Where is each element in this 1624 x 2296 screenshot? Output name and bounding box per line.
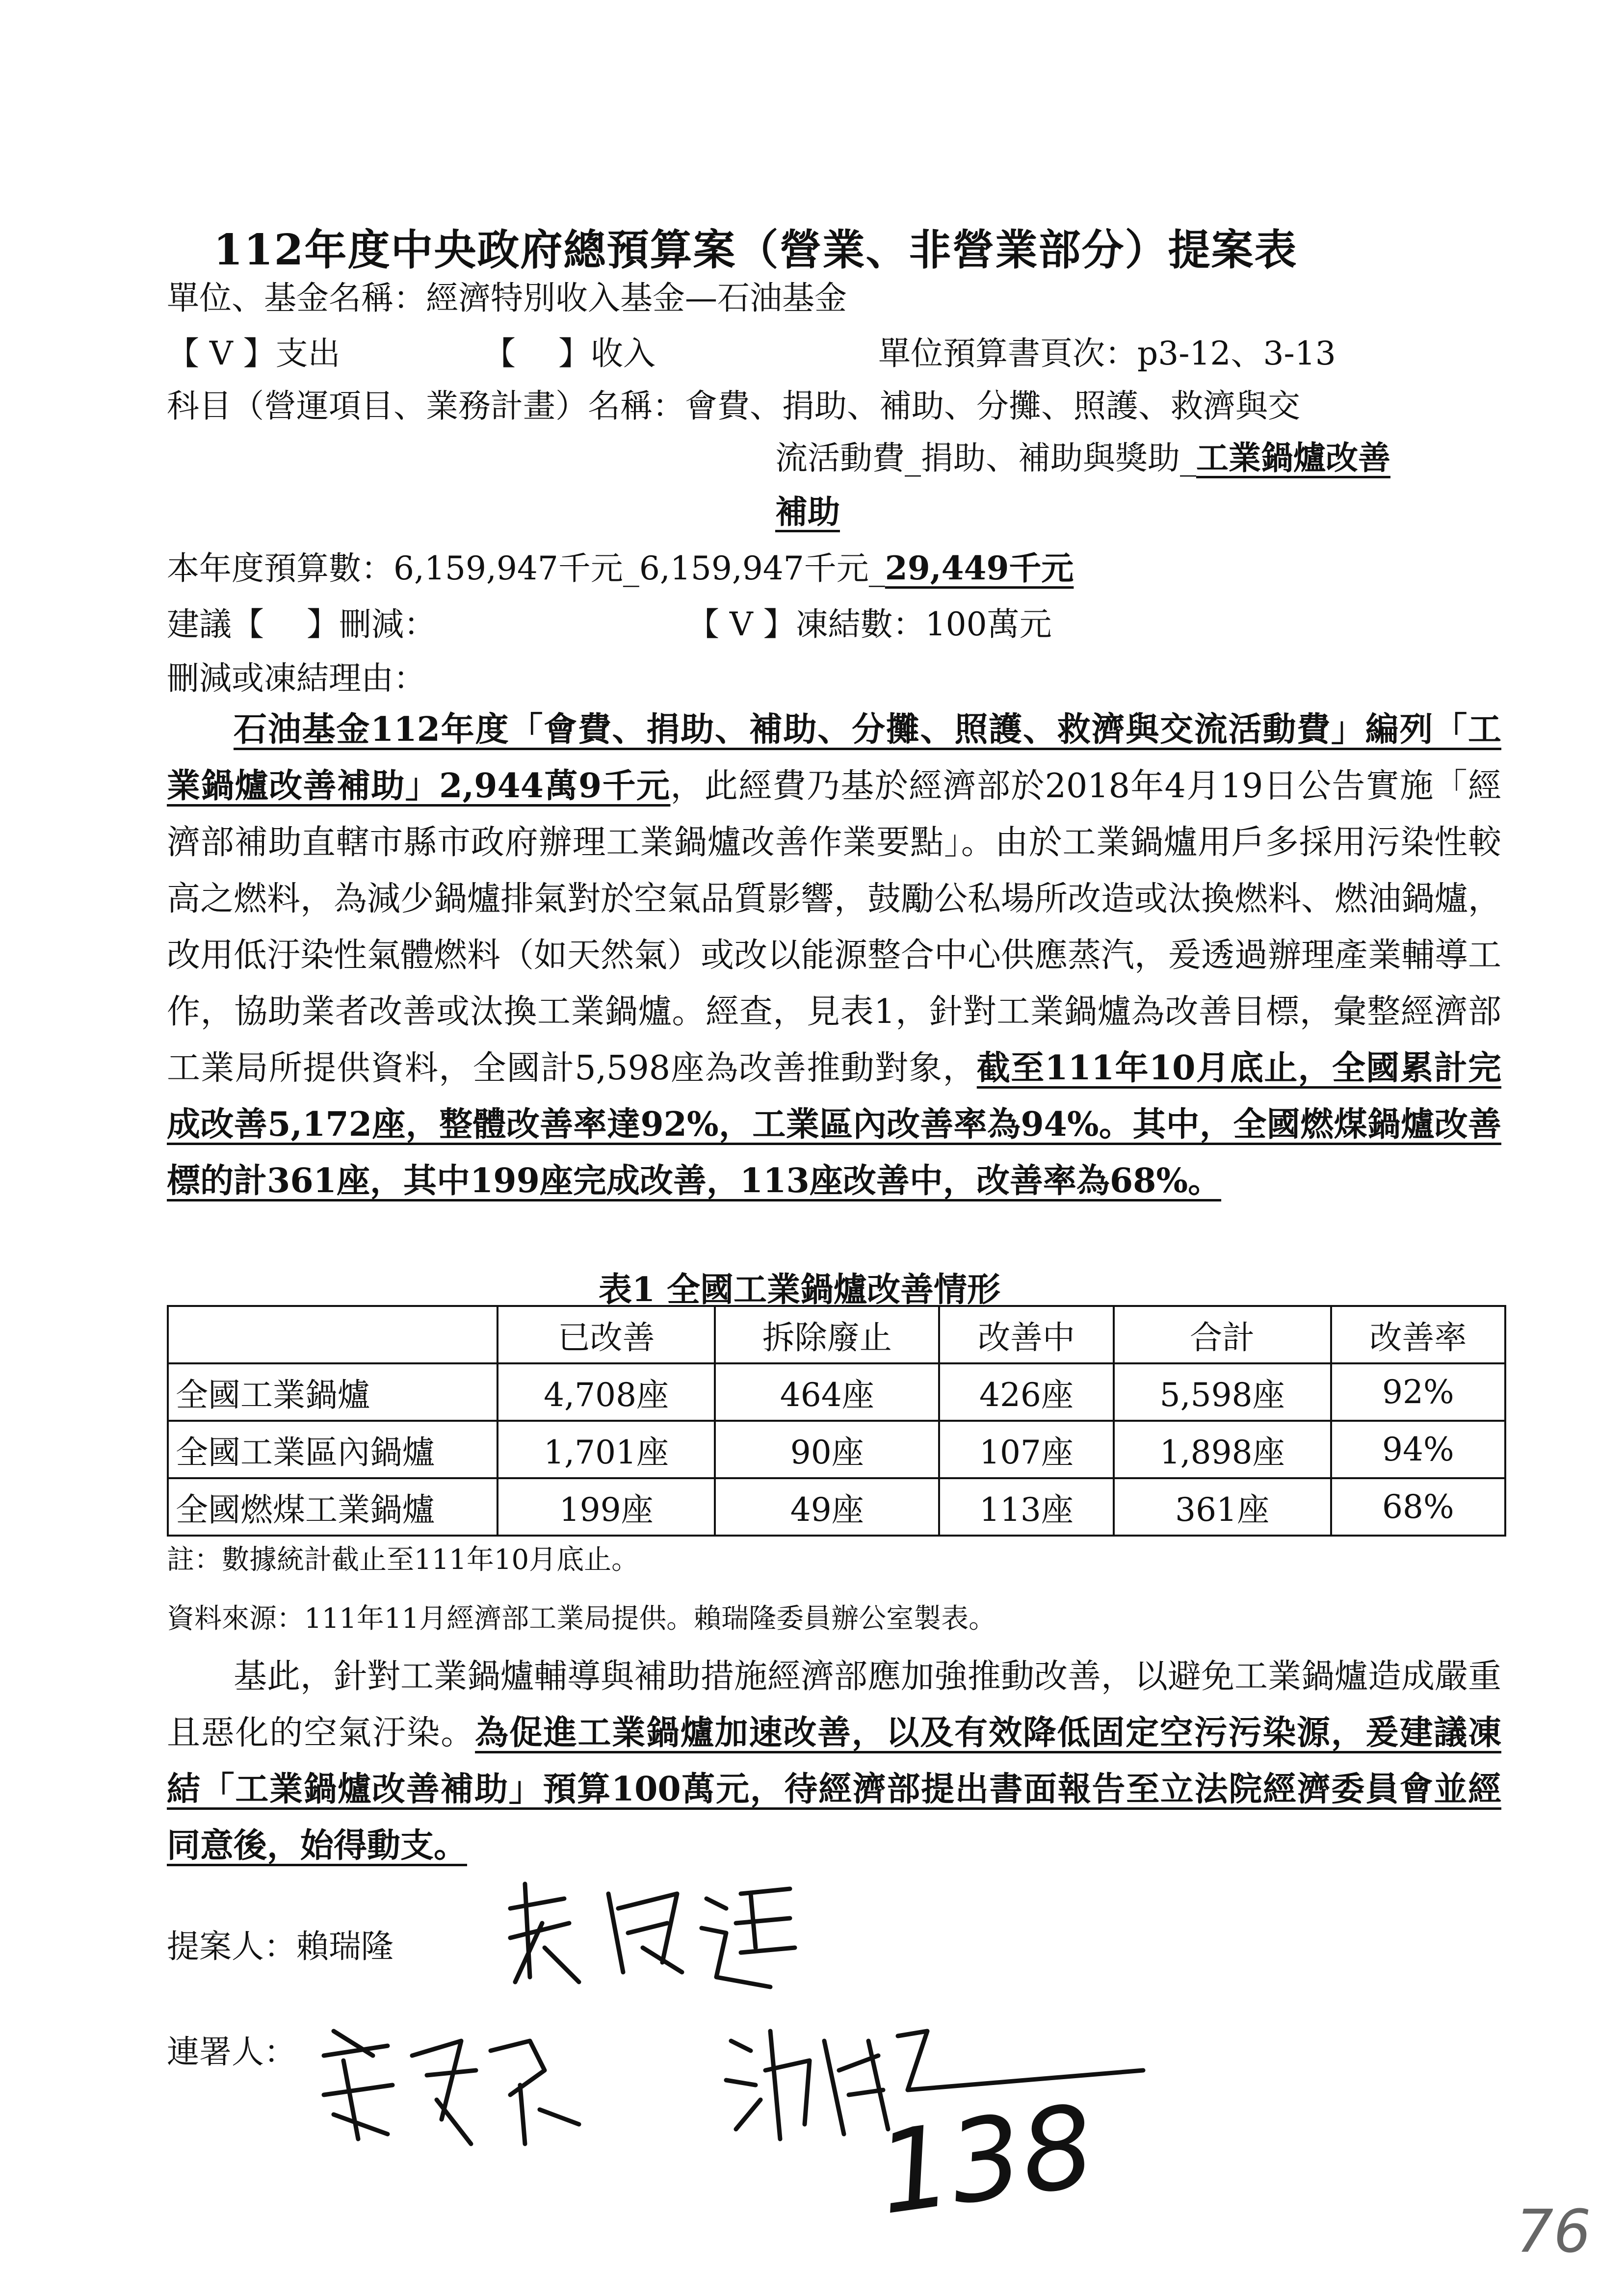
table-title: 表1 全國工業鍋爐改善情形 [599, 1270, 1000, 1309]
budget-amount-plain: 本年度預算數：6,159,947千元_6,159,947千元_ [167, 549, 885, 587]
table-note: 註：數據統計截止至111年10月底止。 [167, 1544, 639, 1576]
table-cell: 426座 [939, 1363, 1113, 1421]
suggest-freeze: 【 V 】凍結數：100萬元 [687, 605, 1052, 643]
subject-line-2-bold: 工業鍋爐改善 [1196, 439, 1390, 477]
table-cell: 1,701座 [498, 1421, 715, 1478]
cosigner-label: 連署人： [167, 2033, 296, 2071]
budget-amount [167, 549, 1074, 587]
reason-paragraph-2-bold: 為促進工業鍋爐加速改善，以及有效降低固定空污污染源，爰建議凍結「工業鍋爐改善補助」預算100萬元，待經濟部提出書面報告至立法院經濟委員會並經同意後，始得動支。 [167, 1713, 1501, 1865]
table-cell: 94% [1331, 1421, 1505, 1478]
page-title: 112年度中央政府總預算案（營業、非營業部分）提案表 [213, 225, 1298, 275]
table-cell: 4,708座 [498, 1363, 715, 1421]
income-checkbox-label: 【 】收入 [483, 335, 655, 372]
table-row [168, 1478, 1505, 1536]
table-cell: 199座 [498, 1478, 715, 1536]
reason-label: 刪減或凍結理由： [167, 659, 426, 697]
handwritten-number: 138 [870, 2080, 1102, 2241]
page-number: 76 [1516, 2198, 1591, 2266]
table-cell: 90座 [715, 1421, 939, 1478]
table-cell: 113座 [939, 1478, 1113, 1536]
reason-paragraph-1-bold-a: 石油基金112年度「會費、捐助、補助、分攤、照護、救濟與交流活動費」編列「工業鍋爐改善補助」2,944萬9千元 [167, 710, 1501, 806]
subject-line-1: 科目（營運項目、業務計畫）名稱：會費、捐助、補助、分攤、照護、救濟與交 [167, 387, 1300, 425]
table-cell: 1,898座 [1114, 1421, 1331, 1478]
table-source: 資料來源：111年11月經濟部工業局提供。賴瑞隆委員辦公室製表。 [167, 1603, 996, 1635]
budget-amount-bold: 29,449千元 [885, 549, 1074, 587]
budget-page-reference: 單位預算書頁次：p3-12、3-13 [878, 335, 1336, 372]
table-header-cell: 合計 [1114, 1306, 1331, 1363]
reason-paragraph-2-plain: 基此，針對工業鍋爐輔導與補助措施經濟部應加強推動改善，以避免工業鍋爐造成嚴重且惡化的空氣汙染。 [167, 1657, 1502, 1752]
proposer-signature [496, 1864, 810, 1997]
table-row [168, 1421, 1505, 1478]
reason-paragraph-1 [167, 702, 1501, 1209]
subject-line-2 [775, 439, 1390, 477]
cosigner-signature-1 [314, 2011, 599, 2159]
reason-paragraph-1-plain: ，此經費乃基於經濟部於2018年4月19日公告實施「經濟部補助直轄市縣市政府辦理工業鍋爐改善作業要點」。由於工業鍋爐用戶多採用污染性較高之燃料，為減少鍋爐排氣對於空氣品質影響，鼓勵公私場所改造或汰換燃料、燃油鍋爐，改用低汙染性氣體燃料（如天然氣）或改以能源整合中心供應蒸汽，爰透過辦理產業輔導工作，協助業者改善或汰換工業鍋爐。經查，見表1，針對工業鍋爐為改善目標，彙整經濟部工業局所提供資料，全國計5,598座為改善推動對象， [167, 767, 1502, 1088]
fund-name: 單位、基金名稱：經濟特別收入基金—石油基金 [167, 279, 847, 317]
subject-line-2-plain: 流活動費_捐助、補助與獎助_ [775, 439, 1196, 477]
subject-line-3: 補助 [775, 493, 840, 531]
table-row-label: 全國工業鍋爐 [168, 1363, 498, 1421]
table-header-cell: 改善率 [1331, 1306, 1505, 1363]
table-header-cell: 已改善 [498, 1306, 715, 1363]
reason-paragraph-1-bold-b: 截至111年10月底止，全國累計完成改善5,172座，整體改善率達92%，工業區內改善率為94%。其中，全國燃煤鍋爐改善標的計361座，其中199座完成改善，113座改善中，改善率為68%。 [167, 1048, 1502, 1200]
table-cell: 361座 [1114, 1478, 1331, 1536]
table-header-cell: 拆除廢止 [715, 1306, 939, 1363]
table-cell: 92% [1331, 1363, 1505, 1421]
table-header-cell [168, 1306, 498, 1363]
boiler-improvement-table [167, 1305, 1506, 1537]
expense-checkbox-label: 【 V 】支出 [167, 335, 341, 372]
table-row-label: 全國燃煤工業鍋爐 [168, 1478, 498, 1536]
reason-paragraph-2 [167, 1648, 1501, 1874]
table-cell: 464座 [715, 1363, 939, 1421]
table-row-label: 全國工業區內鍋爐 [168, 1421, 498, 1478]
suggest-cut: 建議【 】刪減： [167, 605, 436, 643]
table-header-cell: 改善中 [939, 1306, 1113, 1363]
table-cell: 5,598座 [1114, 1363, 1331, 1421]
table-cell: 68% [1331, 1478, 1505, 1536]
proposer-label: 提案人：賴瑞隆 [167, 1928, 393, 1965]
table-header-row [168, 1306, 1505, 1363]
table-cell: 49座 [715, 1478, 939, 1536]
table-row [168, 1363, 1505, 1421]
table-cell: 107座 [939, 1421, 1113, 1478]
